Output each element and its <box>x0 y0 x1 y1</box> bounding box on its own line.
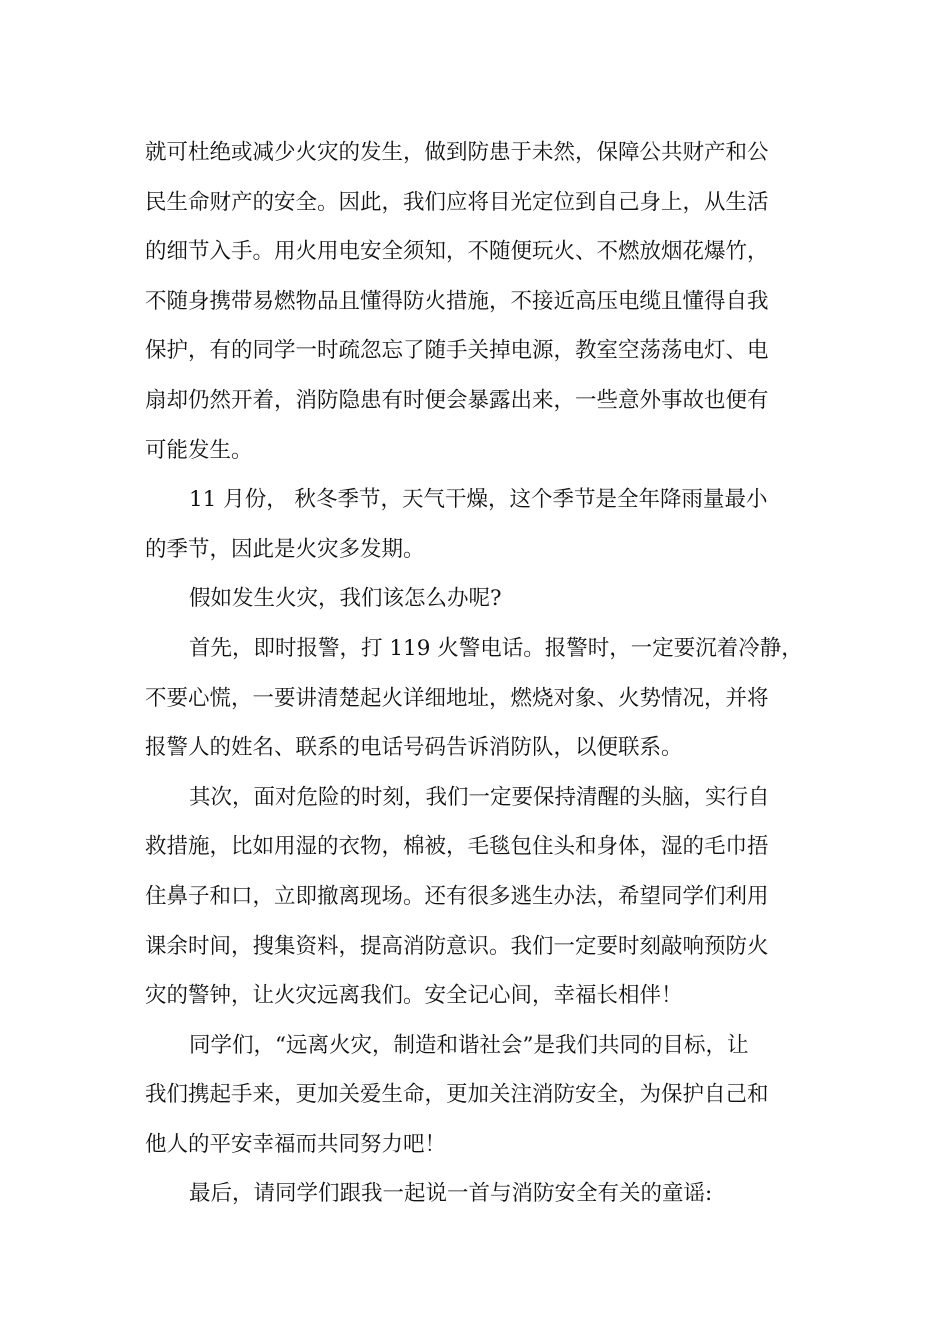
text-line: 其次，面对危险的时刻，我们一定要保持清醒的头脑，实行自 <box>189 784 770 810</box>
text-line: 不随身携带易燃物品且懂得防火措施，不接近高压电缆且懂得自我 <box>145 288 769 314</box>
text-line: 11 月份， 秋冬季节，天气干燥，这个季节是全年降雨量最小 <box>189 487 768 513</box>
text-line: 同学们，“远离火灾，制造和谐社会”是我们共同的目标，让 <box>189 1032 749 1058</box>
text-line: 就可杜绝或减少火灾的发生，做到防患于未然，保障公共财产和公 <box>145 140 769 165</box>
text-line: 住鼻子和口，立即撤离现场。还有很多逃生办法，希望同学们利用 <box>145 883 769 909</box>
text-line: 报警人的姓名、联系的电话号码告诉消防队，以便联系。 <box>145 735 683 761</box>
paragraph-season <box>145 475 815 574</box>
paragraph-closing <box>145 1169 815 1219</box>
document-body <box>145 128 815 1219</box>
paragraph-appeal <box>145 1021 815 1170</box>
paragraph-continuation <box>145 128 815 475</box>
paragraph-first-step <box>145 624 815 773</box>
text-line: 救措施，比如用湿的衣物，棉被，毛毯包住头和身体，湿的毛巾捂 <box>145 834 769 860</box>
text-line: 首先，即时报警，打 119 火警电话。报警时，一定要沉着冷静， <box>189 635 803 661</box>
text-line: 的细节入手。用火用电安全须知，不随便玩火、不燃放烟花爆竹， <box>145 239 769 265</box>
text-line: 他人的平安幸福而共同努力吧！ <box>145 1131 447 1157</box>
text-line: 扇却仍然开着，消防隐患有时便会暴露出来，一些意外事故也便有 <box>145 387 769 413</box>
text-line: 灾的警钟，让火灾远离我们。安全记心间，幸福长相伴！ <box>145 983 683 1009</box>
text-line: 可能发生。 <box>145 437 253 463</box>
paragraph-question <box>145 574 815 624</box>
text-line: 课余时间，搜集资料，提高消防意识。我们一定要时刻敲响预防火 <box>145 933 769 959</box>
text-line: 保护，有的同学一时疏忽忘了随手关掉电源，教室空荡荡电灯、电 <box>145 338 769 364</box>
text-line: 民生命财产的安全。因此，我们应将目光定位到自己身上，从生活 <box>145 189 769 215</box>
text-line: 的季节，因此是火灾多发期。 <box>145 536 425 562</box>
text-line: 不要心慌，一要讲清楚起火详细地址，燃烧对象、火势情况，并将 <box>145 685 769 711</box>
paragraph-second-step <box>145 773 815 1021</box>
text-line: 我们携起手来，更加关爱生命，更加关注消防安全，为保护自己和 <box>145 1082 769 1108</box>
text-line: 假如发生火灾，我们该怎么办呢? <box>189 586 502 612</box>
text-line: 最后，请同学们跟我一起说一首与消防安全有关的童谣: <box>189 1181 713 1207</box>
